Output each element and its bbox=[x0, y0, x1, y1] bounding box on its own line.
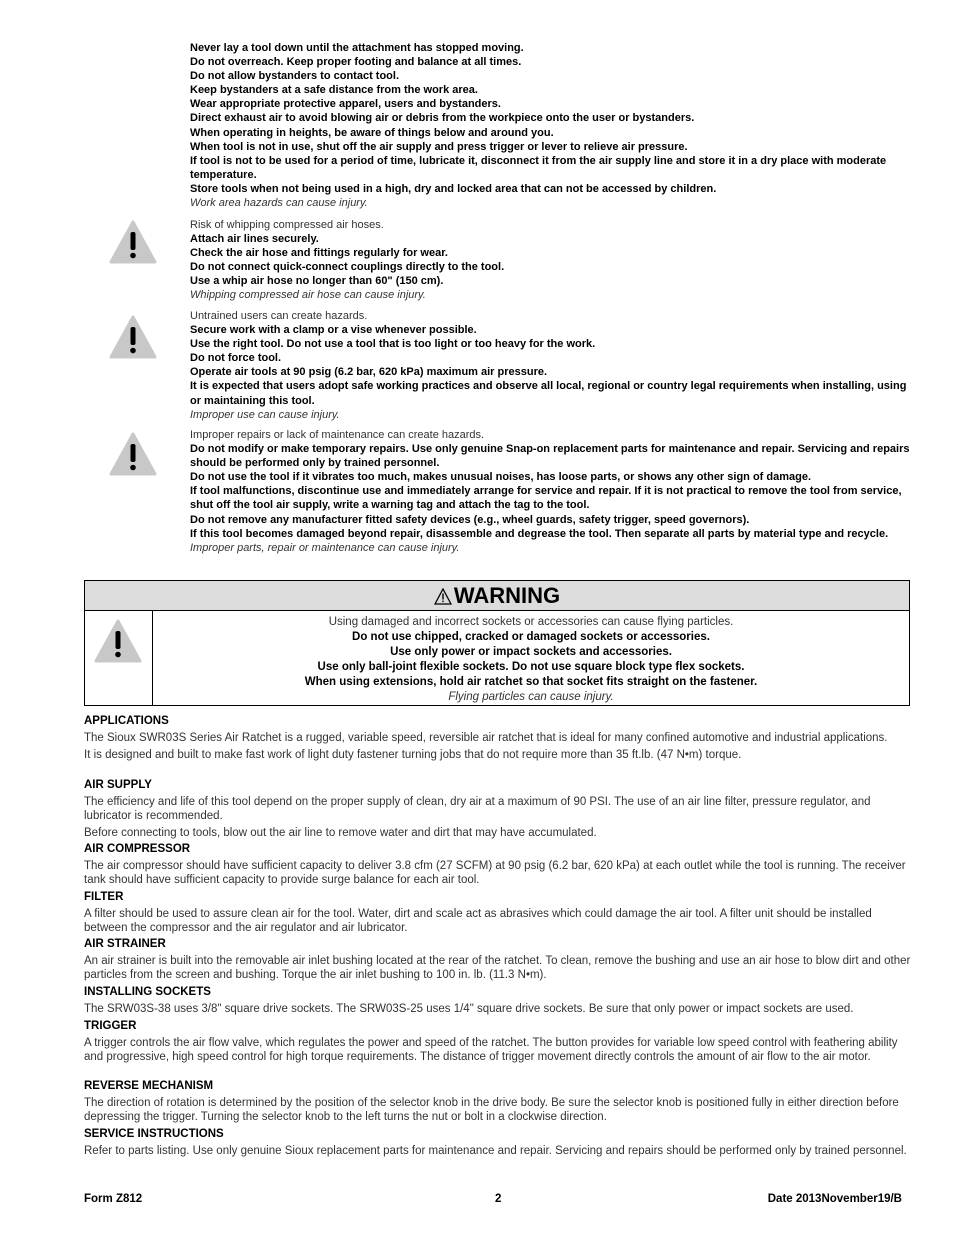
safety-line: Attach air lines securely. bbox=[190, 233, 319, 246]
section-heading: TRIGGER bbox=[84, 1020, 137, 1032]
consequence-text: Whipping compressed air hose can cause injury. bbox=[190, 289, 426, 302]
section-paragraph: Refer to parts listing. Use only genuine Sioux replacement parts for maintenance and repair. Servicing and repairs should be performed only by trained personnel. bbox=[84, 1145, 907, 1157]
section-paragraph: The Sioux SWR03S Series Air Ratchet is a rugged, variable speed, reversible air ratchet that is ideal for many confined automotive and industrial applications. bbox=[84, 732, 888, 744]
section-paragraph: It is designed and built to make fast work of light duty fastener turning jobs that do not require more than 35 ft.lb. (47 N•m) torque. bbox=[84, 749, 742, 762]
section-heading: FILTER bbox=[84, 891, 124, 903]
warning-line: Do not use chipped, cracked or damaged sockets or accessories. bbox=[352, 631, 710, 643]
safety-block-air-hoses bbox=[190, 218, 915, 303]
warning-line: When using extensions, hold air ratchet so that socket fits straight on the fastener. bbox=[304, 676, 758, 688]
warning-box bbox=[84, 580, 910, 706]
safety-line: If tool malfunctions, discontinue use and immediately arrange for service and repair. If it is not practical to remove the tool from service, shut off the tool air supply, write a warning tag and attach the tag to the tool. bbox=[190, 485, 902, 512]
safety-line: Operate air tools at 90 psig (6.2 bar, 620 kPa) maximum air pressure. bbox=[190, 366, 548, 379]
safety-line: If tool is not to be used for a period of time, lubricate it, disconnect it from the air supply line and store it in a dry place with moderate temperature. bbox=[190, 154, 887, 181]
section-heading: APPLICATIONS bbox=[84, 715, 169, 727]
consequence-text: Flying particles can cause injury. bbox=[448, 691, 614, 703]
safety-line: Store tools when not being used in a high, dry and locked area that can not be accessed by children. bbox=[190, 182, 717, 195]
hazard-text: Improper repairs or lack of maintenance can create hazards. bbox=[190, 429, 485, 441]
safety-line: It is expected that users adopt safe working practices and observe all local, regional or country legal requirements when installing, using or maintaining this tool. bbox=[190, 380, 907, 407]
safety-line: Do not allow bystanders to contact tool. bbox=[190, 70, 400, 83]
safety-line: When operating in heights, be aware of things below and around you. bbox=[190, 126, 554, 139]
safety-line: Use a whip air hose no longer than 60" (150 cm). bbox=[190, 275, 444, 288]
safety-line: Keep bystanders at a safe distance from the work area. bbox=[190, 84, 478, 97]
safety-line: Do not overreach. Keep proper footing and balance at all times. bbox=[190, 56, 522, 69]
hazard-text: Untrained users can create hazards. bbox=[190, 310, 368, 322]
section-heading: SERVICE INSTRUCTIONS bbox=[84, 1128, 224, 1140]
section-applications bbox=[84, 714, 914, 762]
section-paragraph: Before connecting to tools, blow out the air line to remove water and dirt that may have accumulated. bbox=[84, 827, 597, 840]
section-air-supply bbox=[84, 778, 914, 841]
section-paragraph: The SRW03S-38 uses 3/8" square drive sockets. The SRW03S-25 uses 1/4" square drive sockets. Be sure that only power or impact sockets are used. bbox=[84, 1003, 854, 1015]
section-heading: AIR SUPPLY bbox=[84, 779, 152, 791]
hazard-text: Using damaged and incorrect sockets or accessories can cause flying particles. bbox=[328, 616, 734, 628]
safety-line: Direct exhaust air to avoid blowing air or debris from the workpiece onto the user or bystanders. bbox=[190, 112, 695, 125]
safety-line: Check the air hose and fittings regularly for wear. bbox=[190, 247, 448, 260]
section-paragraph: The efficiency and life of this tool depend on the proper supply of clean, dry air at a maximum of 90 PSI. The use of an air line filter, pressure regulator, and lubricator is recommended. bbox=[84, 796, 871, 823]
safety-line: Do not modify or make temporary repairs. Use only genuine Snap-on replacement parts for maintenance and repair. Servicing and repairs should be performed only by trained personnel. bbox=[190, 443, 910, 470]
section-heading: REVERSE MECHANISM bbox=[84, 1080, 214, 1092]
safety-line: Use the right tool. Do not use a tool that is too light or too heavy for the work. bbox=[190, 338, 596, 351]
warning-title: WARNING bbox=[453, 583, 561, 608]
hazard-text: Risk of whipping compressed air hoses. bbox=[190, 219, 384, 231]
section-paragraph: An air strainer is built into the removable air inlet bushing located at the rear of the ratchet. To clean, remove the bushing and use an air hose to blow dirt and other particles from the screen and bushing. Torque the air inlet bushing to 100 in. lb. (11.3 N•m). bbox=[84, 955, 911, 982]
safety-line: Do not use the tool if it vibrates too much, makes unusual noises, has loose parts, or shows any other sign of damage. bbox=[190, 471, 812, 484]
warning-line: Use only power or impact sockets and accessories. bbox=[390, 646, 672, 658]
safety-line: Never lay a tool down until the attachment has stopped moving. bbox=[190, 42, 524, 54]
safety-block-work-area bbox=[190, 41, 915, 210]
warning-header bbox=[85, 581, 909, 611]
safety-line: Do not remove any manufacturer fitted safety devices (e.g., wheel guards, safety trigger, speed governors). bbox=[190, 513, 750, 526]
revision-date: Date 2013November19/B bbox=[767, 1193, 902, 1205]
consequence-text: Improper use can cause injury. bbox=[190, 408, 340, 421]
section-air-strainer bbox=[84, 937, 914, 982]
page-number: 2 bbox=[495, 1193, 502, 1205]
section-heading: INSTALLING SOCKETS bbox=[84, 986, 211, 998]
warning-triangle-icon bbox=[109, 220, 157, 264]
warning-triangle-icon bbox=[109, 432, 157, 476]
section-paragraph: The air compressor should have sufficient capacity to deliver 3.8 cfm (27 SCFM) at 90 psig (6.2 bar, 620 kPa) at each outlet while the tool is running. The receiver tank should have sufficient capacity to provide surge balance for each air tool. bbox=[84, 860, 906, 887]
section-trigger bbox=[84, 1019, 914, 1064]
section-paragraph: A filter should be used to assure clean air for the tool. Water, dirt and scale act as abrasives which could damage the air tool. A filter unit should be installed between the compressor and the air regulator and air lubricator. bbox=[84, 908, 872, 935]
consequence-text: Work area hazards can cause injury. bbox=[190, 197, 368, 210]
safety-line: When tool is not in use, shut off the air supply and press trigger or lever to relieve air pressure. bbox=[190, 140, 688, 153]
section-air-compressor bbox=[84, 842, 914, 887]
section-installing-sockets bbox=[84, 985, 914, 1016]
section-heading: AIR COMPRESSOR bbox=[84, 843, 191, 855]
safety-line: Secure work with a clamp or a vise whenever possible. bbox=[190, 324, 477, 337]
warning-triangle-icon bbox=[109, 315, 157, 359]
safety-line: If this tool becomes damaged beyond repair, disassemble and degrease the tool. Then separate all parts by material type and recycle. bbox=[190, 527, 889, 540]
section-heading: AIR STRAINER bbox=[84, 938, 166, 950]
section-service-instructions bbox=[84, 1127, 914, 1158]
safety-line: Do not force tool. bbox=[190, 352, 282, 365]
section-reverse-mechanism bbox=[84, 1079, 914, 1124]
warning-triangle-icon bbox=[94, 619, 142, 663]
warning-line: Use only ball-joint flexible sockets. Do not use square block type flex sockets. bbox=[317, 661, 745, 673]
safety-block-maintenance bbox=[190, 428, 915, 555]
safety-line: Do not connect quick-connect couplings directly to the tool. bbox=[190, 261, 505, 274]
section-paragraph: A trigger controls the air flow valve, which regulates the power and speed of the ratchet. The button provides for variable low speed control with feathering ability and progressive, high speed control for high torque requirements. The distance of trigger movement directly controls the amount of air flow to the air motor. bbox=[84, 1037, 898, 1064]
safety-block-untrained-users bbox=[190, 309, 915, 422]
section-filter bbox=[84, 890, 914, 935]
warning-triangle-small-icon bbox=[434, 588, 452, 605]
form-number: Form Z812 bbox=[84, 1193, 143, 1205]
section-paragraph: The direction of rotation is determined by the position of the selector knob in the drive body. Be sure the selector knob is positioned fully in either direction before depressing the trigger. Turning the selector knob to the left turns the nut or bolt in a clockwise direction. bbox=[84, 1097, 899, 1124]
safety-line: Wear appropriate protective apparel, users and bystanders. bbox=[190, 98, 501, 111]
consequence-text: Improper parts, repair or maintenance can cause injury. bbox=[190, 541, 460, 554]
